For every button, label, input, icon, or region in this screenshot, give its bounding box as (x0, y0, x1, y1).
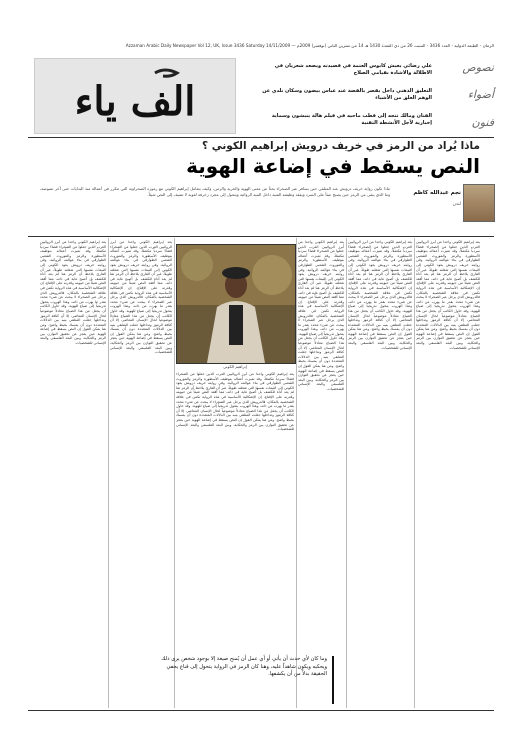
logo-artwork (35, 59, 235, 133)
column-rule (296, 238, 297, 708)
author-photo (463, 184, 495, 222)
logo-wordmark: الف ياء (74, 78, 196, 125)
body-column-1: يعد إبراهيم الكوني واحداً من أبرز الروائيين العرب الذين جعلوا من الصحراء فضاءً سردياً مكتملاً، وقد تميزت أعماله بتوظيف الأسطورة والرمز والموروث الشعبي الطوارقي في بناء عوالمه الروائية. وفي روايته خريف درويش يعود الكوني إلى الثيمات نفسها التي شغلته طويلاً، غير أن القارئ يلاحظ أن الرمز هنا لم يعد أداة للكشف بل أصبح غاية في ذاته، مما أفقد النص شيئاً من حيويته وقدرته على الإقناع. إن الإشكالية الأساسية في هذه الرواية تكمن في علاقة الشخصية بالمكان، فالدرويش الذي يرحل عبر الصحراء لا يبحث عن شيء محدد بقدر ما يهرب من ذاته، وهذا الهروب يتحول تدريجياً إلى ضياع للهوية. وقد حاول الكاتب أن يجعل من هذا الضياع معادلاً موضوعياً لحال الإنسان المعاصر، إلا أن كثافة الرموز وتداخلها جعلت المتلقي يتيه بين الدلالات المتعددة دون أن يمسك بخيط واضح. ومن هنا يمكن القول إن النص يسقط في إضاعة الهوية حين يعجز عن تحقيق التوازن بين الرمز والحكاية، وبين البعد الفلسفي والبعد الإنساني للشخصيات. (416, 240, 480, 350)
teaser-2[interactable]: التعليق الذهني داخل بقصر بالفضة عند عباس بيضون وسكان نلدي عن الوهم العلق من الأشياء (262, 87, 432, 101)
divider-bottom (28, 710, 494, 711)
portrait-illustration (177, 245, 295, 363)
masthead-logo (34, 58, 236, 134)
body-column-2: يعد إبراهيم الكوني واحداً من أبرز الروائيين العرب الذين جعلوا من الصحراء فضاءً سردياً مكتملاً، وقد تميزت أعماله بتوظيف الأسطورة والرمز والموروث الشعبي الطوارقي في بناء عوالمه الروائية. وفي روايته خريف درويش يعود الكوني إلى الثيمات نفسها التي شغلته طويلاً، غير أن القارئ يلاحظ أن الرمز هنا لم يعد أداة للكشف بل أصبح غاية في ذاته، مما أفقد النص شيئاً من حيويته وقدرته على الإقناع. إن الإشكالية الأساسية في هذه الرواية تكمن في علاقة الشخصية بالمكان، فالدرويش الذي يرحل عبر الصحراء لا يبحث عن شيء محدد بقدر ما يهرب من ذاته، وهذا الهروب يتحول تدريجياً إلى ضياع للهوية. وقد حاول الكاتب أن يجعل من هذا الضياع معادلاً موضوعياً لحال الإنسان المعاصر، إلا أن كثافة الرموز وتداخلها جعلت المتلقي يتيه بين الدلالات المتعددة دون أن يمسك بخيط واضح. ومن هنا يمكن القول إن النص يسقط في إضاعة الهوية حين يعجز عن تحقيق التوازن بين الرمز والحكاية، وبين البعد الفلسفي والبعد الإنساني للشخصيات. (348, 240, 412, 350)
column-rule (346, 238, 347, 708)
author-location: لندن (452, 202, 461, 207)
author-box (413, 184, 495, 224)
page-header (28, 54, 494, 136)
author-name: نجم عبدالله كاظم (413, 190, 461, 196)
photo-caption: إبراهيم الكوني (223, 364, 247, 369)
author-portrait-photo (176, 244, 296, 364)
teaser-1[interactable]: علي رضائي يعيش كابوس العتمة في قصيدته ويصعد شعريان في الاطلالة والاشادة بقيامي الصلاح (274, 63, 432, 77)
section-nav (434, 54, 494, 136)
column-rule (108, 238, 109, 708)
body-column-5: يعد إبراهيم الكوني واحداً من أبرز الروائيين العرب الذين جعلوا من الصحراء فضاءً سردياً مكتملاً، وقد تميزت أعماله بتوظيف الأسطورة والرمز والموروث الشعبي الطوارقي في بناء عوالمه الروائية. وفي روايته خريف درويش يعود الكوني إلى الثيمات نفسها التي شغلته طويلاً، غير أن القارئ يلاحظ أن الرمز هنا لم يعد أداة للكشف بل أصبح غاية في ذاته، مما أفقد النص شيئاً من حيويته وقدرته على الإقناع. إن الإشكالية الأساسية في هذه الرواية تكمن في علاقة الشخصية بالمكان، فالدرويش الذي يرحل عبر الصحراء لا يبحث عن شيء محدد بقدر ما يهرب من ذاته، وهذا الهروب يتحول تدريجياً إلى ضياع للهوية. وقد حاول الكاتب أن يجعل من هذا الضياع معادلاً موضوعياً لحال الإنسان المعاصر، إلا أن كثافة الرموز وتداخلها جعلت المتلقي يتيه بين الدلالات المتعددة دون أن يمسك بخيط واضح. ومن هنا يمكن القول إن النص يسقط في إضاعة الهوية حين يعجز عن تحقيق التوازن بين الرمز والحكاية، وبين البعد الفلسفي والبعد الإنساني للشخصيات. (110, 240, 172, 355)
masthead-line: الزمان - الطبعة الدولية - العدد 3436 - السبت 26 من ذي القعدة 1430 هـ 14 من تشرين الثاني (نوفمبر) 2009م — Azzaman Arabic Daily Newspaper Vol 12, UK, Issue 3436 Saturday 14/11/2009 (125, 43, 494, 48)
body-column-6: يعد إبراهيم الكوني واحداً من أبرز الروائيين العرب الذين جعلوا من الصحراء فضاءً سردياً مكتملاً، وقد تميزت أعماله بتوظيف الأسطورة والرمز والموروث الشعبي الطوارقي في بناء عوالمه الروائية. وفي روايته خريف درويش يعود الكوني إلى الثيمات نفسها التي شغلته طويلاً، غير أن القارئ يلاحظ أن الرمز هنا لم يعد أداة للكشف بل أصبح غاية في ذاته، مما أفقد النص شيئاً من حيويته وقدرته على الإقناع. إن الإشكالية الأساسية في هذه الرواية تكمن في علاقة الشخصية بالمكان، فالدرويش الذي يرحل عبر الصحراء لا يبحث عن شيء محدد بقدر ما يهرب من ذاته، وهذا الهروب يتحول تدريجياً إلى ضياع للهوية. وقد حاول الكاتب أن يجعل من هذا الضياع معادلاً موضوعياً لحال الإنسان المعاصر، إلا أن كثافة الرموز وتداخلها جعلت المتلقي يتيه بين الدلالات المتعددة دون أن يمسك بخيط واضح. ومن هنا يمكن القول إن النص يسقط في إضاعة الهوية حين يعجز عن تحقيق التوازن بين الرمز والحكاية، وبين البعد الفلسفي والبعد الإنساني للشخصيات. (40, 240, 106, 346)
body-column-4: يعد إبراهيم الكوني واحداً من أبرز الروائيين العرب الذين جعلوا من الصحراء فضاءً سردياً مكتملاً، وقد تميزت أعماله بتوظيف الأسطورة والرمز والموروث الشعبي الطوارقي في بناء عوالمه الروائية. وفي روايته خريف درويش يعود الكوني إلى الثيمات نفسها التي شغلته طويلاً، غير أن القارئ يلاحظ أن الرمز هنا لم يعد أداة للكشف بل أصبح غاية في ذاته، مما أفقد النص شيئاً من حيويته وقدرته على الإقناع. إن الإشكالية الأساسية في هذه الرواية تكمن في علاقة الشخصية بالمكان، فالدرويش الذي يرحل عبر الصحراء لا يبحث عن شيء محدد بقدر ما يهرب من ذاته، وهذا الهروب يتحول تدريجياً إلى ضياع للهوية. وقد حاول الكاتب أن يجعل من هذا الضياع معادلاً موضوعياً لحال الإنسان المعاصر، إلا أن كثافة الرموز وتداخلها جعلت المتلقي يتيه بين الدلالات المتعددة دون أن يمسك بخيط واضح. ومن هنا يمكن القول إن النص يسقط في إضاعة الهوية حين يعجز عن تحقيق التوازن بين الرمز والحكاية، وبين البعد الفلسفي والبعد الإنساني للشخصيات. (176, 372, 294, 432)
section-arts[interactable]: فنون (471, 115, 494, 129)
body-column-3: يعد إبراهيم الكوني واحداً من أبرز الروائيين العرب الذين جعلوا من الصحراء فضاءً سردياً مكتملاً، وقد تميزت أعماله بتوظيف الأسطورة والرمز والموروث الشعبي الطوارقي في بناء عوالمه الروائية. وفي روايته خريف درويش يعود الكوني إلى الثيمات نفسها التي شغلته طويلاً، غير أن القارئ يلاحظ أن الرمز هنا لم يعد أداة للكشف بل أصبح غاية في ذاته، مما أفقد النص شيئاً من حيويته وقدرته على الإقناع. إن الإشكالية الأساسية في هذه الرواية تكمن في علاقة الشخصية بالمكان، فالدرويش الذي يرحل عبر الصحراء لا يبحث عن شيء محدد بقدر ما يهرب من ذاته، وهذا الهروب يتحول تدريجياً إلى ضياع للهوية. وقد حاول الكاتب أن يجعل من هذا الضياع معادلاً موضوعياً لحال الإنسان المعاصر، إلا أن كثافة الرموز وتداخلها جعلت المتلقي يتيه بين الدلالات المتعددة دون أن يمسك بخيط واضح. ومن هنا يمكن القول إن النص يسقط في إضاعة الهوية حين يعجز عن تحقيق التوازن بين الرمز والحكاية، وبين البعد الفلسفي والبعد الإنساني للشخصيات. (298, 240, 344, 391)
column-rule (414, 238, 415, 708)
article-headline: النص يسقط في إضاعة الهوية (186, 154, 480, 178)
divider-top (28, 137, 494, 138)
divider-lead (28, 236, 494, 237)
teaser-3[interactable]: الفنان ومالك تتجه إلى قطب ماحيه في فيلم هالة ينبشون وسماية إخبارية لأجل الأنشطة التقنية (271, 112, 432, 126)
teasers (258, 58, 432, 132)
article-kicker: ماذا يُراد من الرمز في خريف درويش إبراهيم الكوني ؟ (202, 140, 480, 152)
column-rule (174, 238, 175, 708)
section-texts[interactable]: نصوص (462, 61, 494, 75)
section-lights[interactable]: أضواء (467, 88, 494, 102)
pull-quote: وما كان لأي حدث أن يأتي أو أي عمل أن يُمنح صيغة إلا بوجود شخص يرى ذلك ويحكيه ويكون شاهداً عليه، وهنا كان الرمز في الرواية يتحول إلى قناع يخفي الحقيقة بدلاً من أن يكشفها. (156, 656, 334, 704)
article-lead: ماذا تكون رواية خريف درويش عند المتلقي حين يسافر عبر الصحراء بحثاً عن معنى الهوية والحرية والزمن، وكيف يتعامل إبراهيم الكوني مع رموزه الصحراوية التي تتكرر في أعماله منذ البدايات حتى آخر نصوصه، وما الذي يبقى من الرمز حين يصبح عبئاً على السرد ويفقد وظيفته الفنية داخل البنية الروائية ويتحول إلى مجرد زخرفة لغوية لا تضيف إلى النص شيئاً. (40, 186, 390, 197)
